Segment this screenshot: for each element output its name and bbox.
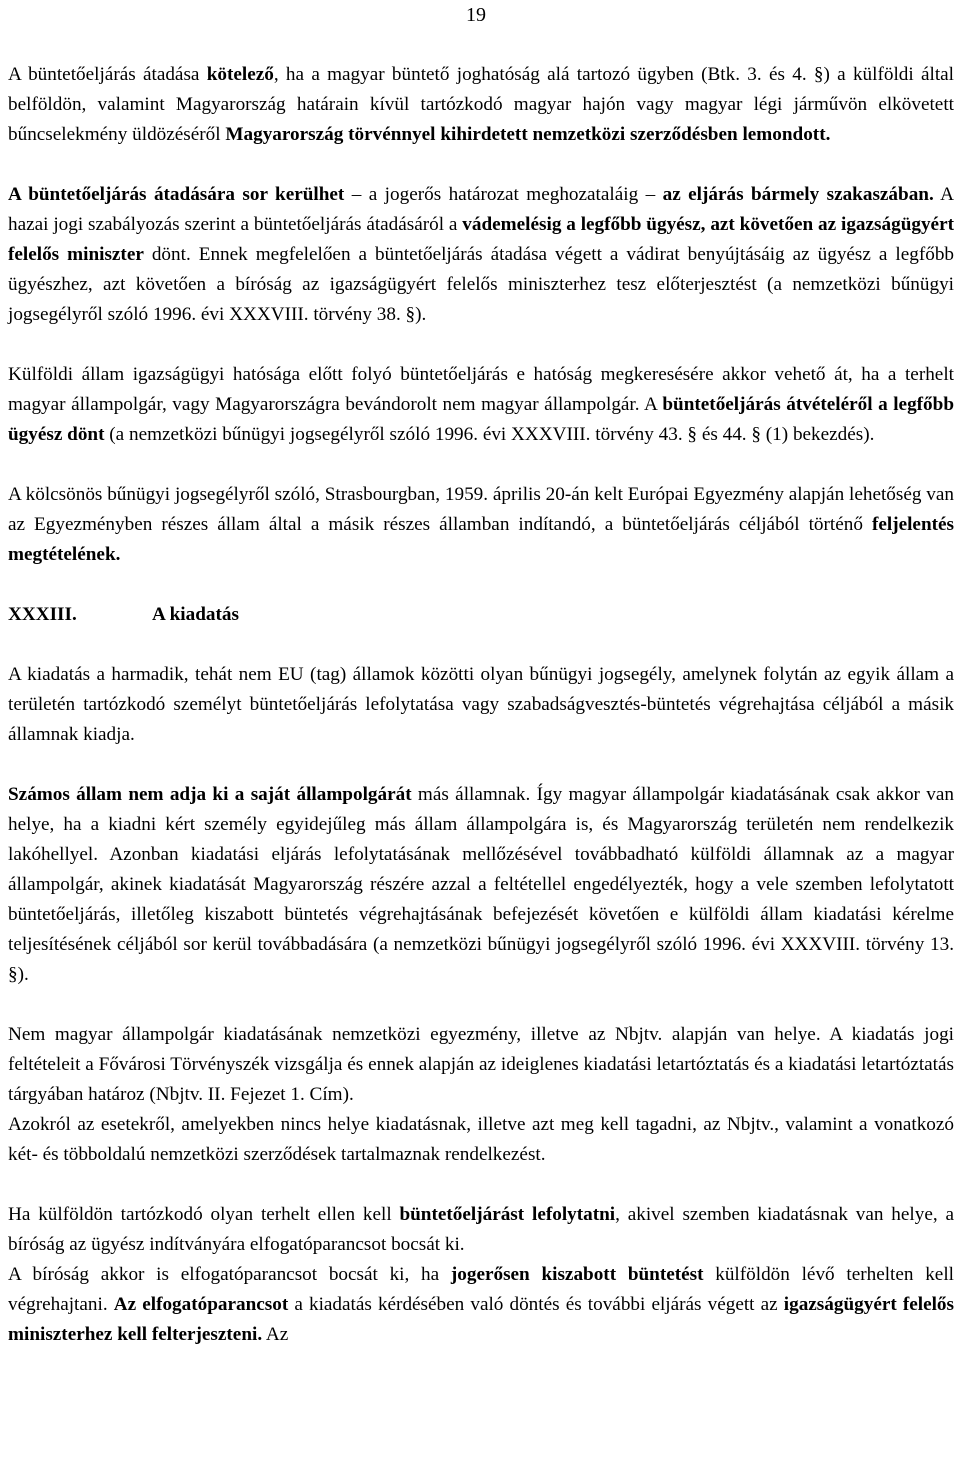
text-run: A bíróság akkor is elfogatóparancsot bocsát ki, ha [8,1264,451,1285]
bold-text: kötelező [206,64,274,85]
text-run: (a nemzetközi bűnügyi jogsegélyről szóló 1996. évi XXXVIII. törvény 43. § és 44. § (1) bekezdés). [104,424,875,445]
paragraph-p1 [8,60,954,150]
paragraph-p6 [8,780,954,990]
chapter-title: A kiadatás [152,604,239,625]
bold-text: büntetőeljárást lefolytatni [399,1204,616,1225]
chapter-heading [8,600,954,630]
bold-text: igazságügyért felelős miniszterhez kell felterjeszteni. [8,1294,954,1345]
text-run: A kiadatás a harmadik, tehát nem EU (tag) államok közötti olyan bűnügyi jogsegély, amelynek folytán az egyik állam a területén tartózkodó személyt büntetőeljárás lefolytatása vagy szabadságvesztés-büntetés végrehajtása céljából a másik államnak kiadja. [8,664,954,745]
paragraph-p5 [8,660,954,750]
text-run: más államnak. Így magyar állampolgár kiadatásának csak akkor van helye, ha a kiadni kért személy egyidejűleg más állam állampolgára is, és Magyarország területén nem rendelkezik lakóhellyel. Azonban kiadatási eljárás lefolytatásának mellőzésével továbbadható külföldi államnak az a magyar állampolgár, akinek kiadatását Magyarország részére azzal a feltétellel engedélyezték, hogy a vele szemben lefolytatott büntetőeljárás, illetőleg kiszabott büntetés végrehajtásának befejezését követően e külföldi állam kiadatási kérelme teljesítésének céljából sor kerül továbbadására (a nemzetközi bűnügyi jogsegélyről szóló 1996. évi XXXVIII. törvény 13. §). [8,784,954,985]
bold-text: jogerősen kiszabott büntetést [450,1264,704,1285]
paragraph-p2 [8,180,954,330]
paragraph-p4 [8,480,954,570]
section-extradition [8,660,954,1350]
text-run: Külföldi állam igazságügyi hatósága előtt folyó büntetőeljárás e hatóság megkeresésére akkor vehető át, ha a terhelt magyar állampolgár, vagy Magyarországra bevándorolt nem magyar állampolgár. A [8,364,954,415]
text-run: Azokról az esetekről, amelyekben nincs helye kiadatásnak, illetve azt meg kell tagadni, az Nbjtv., valamint a vonatkozó két- és többoldalú nemzetközi szerződések tartalmaznak rendelkezést. [8,1114,954,1165]
bold-text: az eljárás bármely szakaszában. [662,184,934,205]
bold-text: Magyarország törvénnyel kihirdetett nemzetközi szerződésben lemondott. [225,124,831,145]
bold-text: A büntetőeljárás átadására sor kerülhet [8,184,345,205]
text-run: külföldön lévő terhelten kell végrehajtani. [8,1264,954,1315]
bold-text: Az elfogatóparancsot [113,1294,289,1315]
bold-text: vádemelésig a legfőbb ügyész, azt követően az igazságügyért felelős miniszter [8,214,954,265]
bold-text: feljelentés megtételének. [8,514,954,565]
section-transfer-of-proceedings [8,60,954,570]
text-run: Nem magyar állampolgár kiadatásának nemzetközi egyezmény, illetve az Nbjtv. alapján van helye. A kiadatás jogi feltételeit a Fővárosi Törvényszék vizsgálja és ennek alapján az ideiglenes kiadatási letartóztatás és a kiadatási letartóztatás tárgyában határoz (Nbjtv. II. Fejezet 1. Cím). [8,1024,954,1105]
text-run: – a jogerős határozat meghozataláig – [344,184,663,205]
text-run: A hazai jogi szabályozás szerint a büntetőeljárás átadásáról a [8,184,954,235]
text-run: A büntetőeljárás átadása [8,64,207,85]
text-run: , ha a magyar büntető joghatóság alá tartozó ügyben (Btk. 3. és 4. §) a külföldi által belföldön, valamint Magyarország határain kívül tartózkodó magyar hajón vagy magyar légi járművön elkövetett bűncselekmény üldözéséről [8,64,955,145]
text-run: a kiadatás kérdésében való döntés és további eljárás végett az [288,1294,784,1315]
chapter-number: XXXIII. [8,604,77,625]
document-body [8,60,954,1350]
paragraph-p10 [8,1260,954,1350]
paragraph-p8 [8,1110,954,1170]
bold-text: Számos állam nem adja ki a saját állampolgárát [8,784,412,805]
paragraph-p3 [8,360,954,450]
text-run: Az [262,1324,289,1345]
text-run: A kölcsönös bűnügyi jogsegélyről szóló, Strasbourgban, 1959. április 20-án kelt Európai Egyezmény alapján lehetőség van az Egyezményben részes állam által a másik részes államban indítandó, a büntetőeljárás céljából történő [8,484,954,535]
text-run: , akivel szemben kiadatásnak van helye, a bíróság az ügyész indítványára elfogatóparancsot bocsát ki. [8,1204,954,1255]
paragraph-p7 [8,1020,954,1110]
text-run: dönt. Ennek megfelelően a büntetőeljárás átadása végett a vádirat benyújtásáig az ügyész a legfőbb ügyészhez, azt követően a bíróság az igazságügyért felelős miniszterhez tesz előterjesztést (a nemzetközi bűnügyi jogsegélyről szóló 1996. évi XXXVIII. törvény 38. §). [8,244,955,325]
bold-text: büntetőeljárás átvételéről a legfőbb ügyész dönt [8,394,954,445]
page-number: 19 [466,4,486,26]
text-run: Ha külföldön tartózkodó olyan terhelt ellen kell [8,1204,400,1225]
paragraph-p9 [8,1200,954,1260]
